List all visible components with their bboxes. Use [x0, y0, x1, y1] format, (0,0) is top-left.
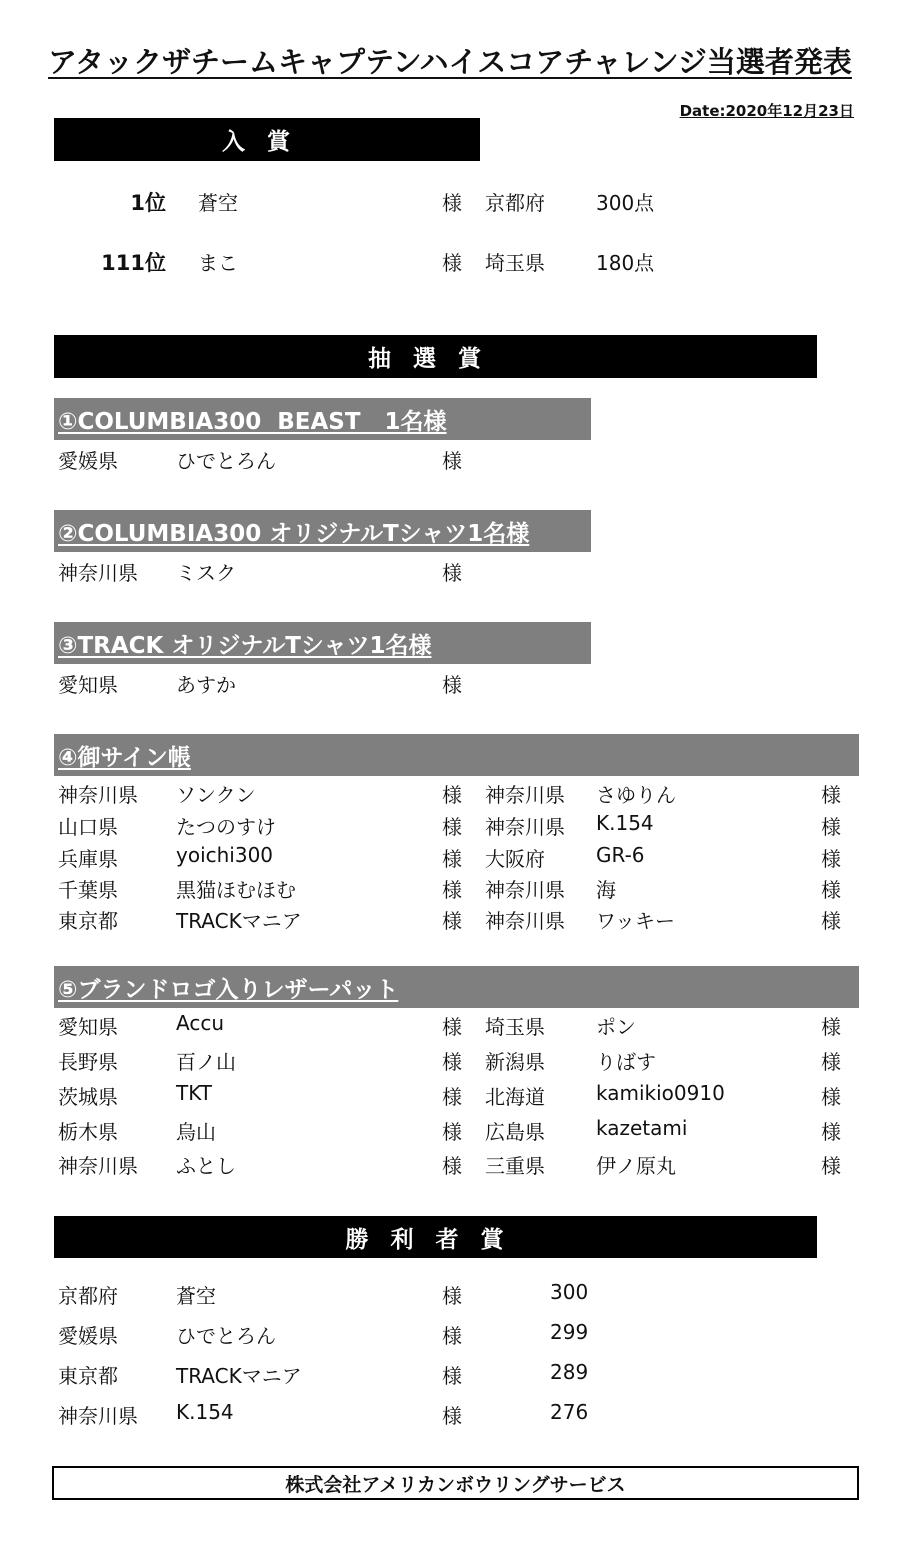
prefecture: 愛媛県	[58, 449, 118, 473]
score: 276	[550, 1400, 589, 1424]
winner-name: まこ	[198, 251, 238, 275]
winner-name: ふとし	[176, 1154, 236, 1178]
prefecture: 茨城県	[58, 1085, 118, 1109]
prize-header: ①COLUMBIA300 BEAST 1名様	[54, 398, 591, 440]
winner-name: さゆりん	[596, 783, 676, 807]
prefecture: 東京都	[58, 909, 118, 933]
sama-label: 様	[442, 847, 462, 871]
score: 300点	[596, 191, 655, 215]
prefecture: 神奈川県	[58, 783, 138, 807]
winner-name: 百ノ山	[176, 1050, 236, 1074]
winner-name: ワッキー	[596, 909, 675, 933]
sama-label: 様	[442, 909, 462, 933]
winner-name: Accu	[176, 1011, 224, 1035]
prefecture: 神奈川県	[58, 1404, 138, 1428]
prefecture: 埼玉県	[485, 1015, 545, 1039]
winner-name: 黒猫ほむほむ	[176, 878, 296, 902]
sama-label: 様	[442, 1085, 462, 1109]
prefecture: 神奈川県	[485, 815, 565, 839]
prize-header: ③TRACK オリジナルTシャツ1名様	[54, 622, 591, 664]
prefecture: 神奈川県	[485, 878, 565, 902]
prefecture: 京都府	[58, 1284, 118, 1308]
prefecture: 大阪府	[485, 847, 545, 871]
winner-name: ひでとろん	[176, 1324, 276, 1348]
sama-label: 様	[442, 1015, 462, 1039]
sama-label: 様	[821, 815, 841, 839]
sama-label: 様	[442, 1050, 462, 1074]
sama-label: 様	[442, 1404, 462, 1428]
sama-label: 様	[442, 251, 462, 275]
sama-label: 様	[821, 1154, 841, 1178]
sama-label: 様	[442, 1154, 462, 1178]
sama-label: 様	[821, 847, 841, 871]
prefecture: 栃木県	[58, 1120, 118, 1144]
prefecture: 長野県	[58, 1050, 118, 1074]
prefecture: 北海道	[485, 1085, 545, 1109]
prefecture: 京都府	[485, 191, 545, 215]
winner-name: kamikio0910	[596, 1081, 725, 1105]
sama-label: 様	[442, 1364, 462, 1388]
score: 289	[550, 1360, 589, 1384]
winner-name: K.154	[176, 1400, 234, 1424]
prefecture: 愛知県	[58, 1015, 118, 1039]
sama-label: 様	[821, 909, 841, 933]
sama-label: 様	[442, 783, 462, 807]
rank-label: 111位	[101, 251, 166, 275]
rank-label: 1位	[130, 191, 166, 215]
section-header-nyusho: 入賞	[54, 118, 480, 161]
sama-label: 様	[442, 1120, 462, 1144]
prefecture: 三重県	[485, 1154, 545, 1178]
sama-label: 様	[442, 449, 462, 473]
sama-label: 様	[821, 1015, 841, 1039]
sama-label: 様	[821, 1050, 841, 1074]
prize-header: ⑤ブランドロゴ入りレザーパット	[54, 966, 859, 1008]
prefecture: 愛知県	[58, 673, 118, 697]
winner-name: 蒼空	[176, 1284, 216, 1308]
sama-label: 様	[821, 878, 841, 902]
winner-name: 海	[596, 878, 616, 902]
prefecture: 愛媛県	[58, 1324, 118, 1348]
winner-name: K.154	[596, 811, 654, 835]
score: 299	[550, 1320, 589, 1344]
prefecture: 新潟県	[485, 1050, 545, 1074]
winner-name: yoichi300	[176, 843, 274, 867]
score: 180点	[596, 251, 655, 275]
prefecture: 兵庫県	[58, 847, 118, 871]
sama-label: 様	[821, 1085, 841, 1109]
prefecture: 神奈川県	[485, 783, 565, 807]
sama-label: 様	[442, 561, 462, 585]
winner-name: りばす	[596, 1050, 656, 1074]
winner-name: あすか	[176, 673, 236, 697]
prefecture: 広島県	[485, 1120, 545, 1144]
winner-name: GR-6	[596, 843, 645, 867]
prefecture: 山口県	[58, 815, 118, 839]
prefecture: 神奈川県	[485, 909, 565, 933]
prefecture: 神奈川県	[58, 561, 138, 585]
sama-label: 様	[442, 673, 462, 697]
prefecture: 埼玉県	[485, 251, 545, 275]
page-title: アタックザチームキャプテンハイスコアチャレンジ当選者発表	[48, 45, 852, 79]
prize-header: ②COLUMBIA300 オリジナルTシャツ1名様	[54, 510, 591, 552]
winner-name: たつのすけ	[176, 815, 276, 839]
company-footer: 株式会社アメリカンボウリングサービス	[52, 1466, 859, 1500]
winner-name: ソンクン	[176, 783, 256, 807]
sama-label: 様	[442, 1324, 462, 1348]
winner-name: TRACKマニア	[176, 1364, 302, 1388]
winner-name: ミスク	[176, 561, 236, 585]
prefecture: 神奈川県	[58, 1154, 138, 1178]
sama-label: 様	[442, 191, 462, 215]
winner-name: TRACKマニア	[176, 909, 302, 933]
sama-label: 様	[442, 815, 462, 839]
prefecture: 千葉県	[58, 878, 118, 902]
sama-label: 様	[821, 1120, 841, 1144]
prize-header: ④御サイン帳	[54, 734, 859, 776]
winner-name: ポン	[596, 1015, 636, 1039]
sama-label: 様	[442, 1284, 462, 1308]
section-header-chusen: 抽選賞	[54, 335, 817, 378]
section-header-shori: 勝利者賞	[54, 1216, 817, 1258]
winner-name: TKT	[176, 1081, 212, 1105]
winner-name: 伊ノ原丸	[596, 1154, 676, 1178]
score: 300	[550, 1280, 589, 1304]
winner-name: 蒼空	[198, 191, 238, 215]
date-label: Date:2020年12月23日	[679, 102, 854, 120]
sama-label: 様	[821, 783, 841, 807]
winner-name: 烏山	[176, 1120, 216, 1144]
winner-name: ひでとろん	[176, 449, 276, 473]
winner-name: kazetami	[596, 1116, 688, 1140]
prefecture: 東京都	[58, 1364, 118, 1388]
sama-label: 様	[442, 878, 462, 902]
